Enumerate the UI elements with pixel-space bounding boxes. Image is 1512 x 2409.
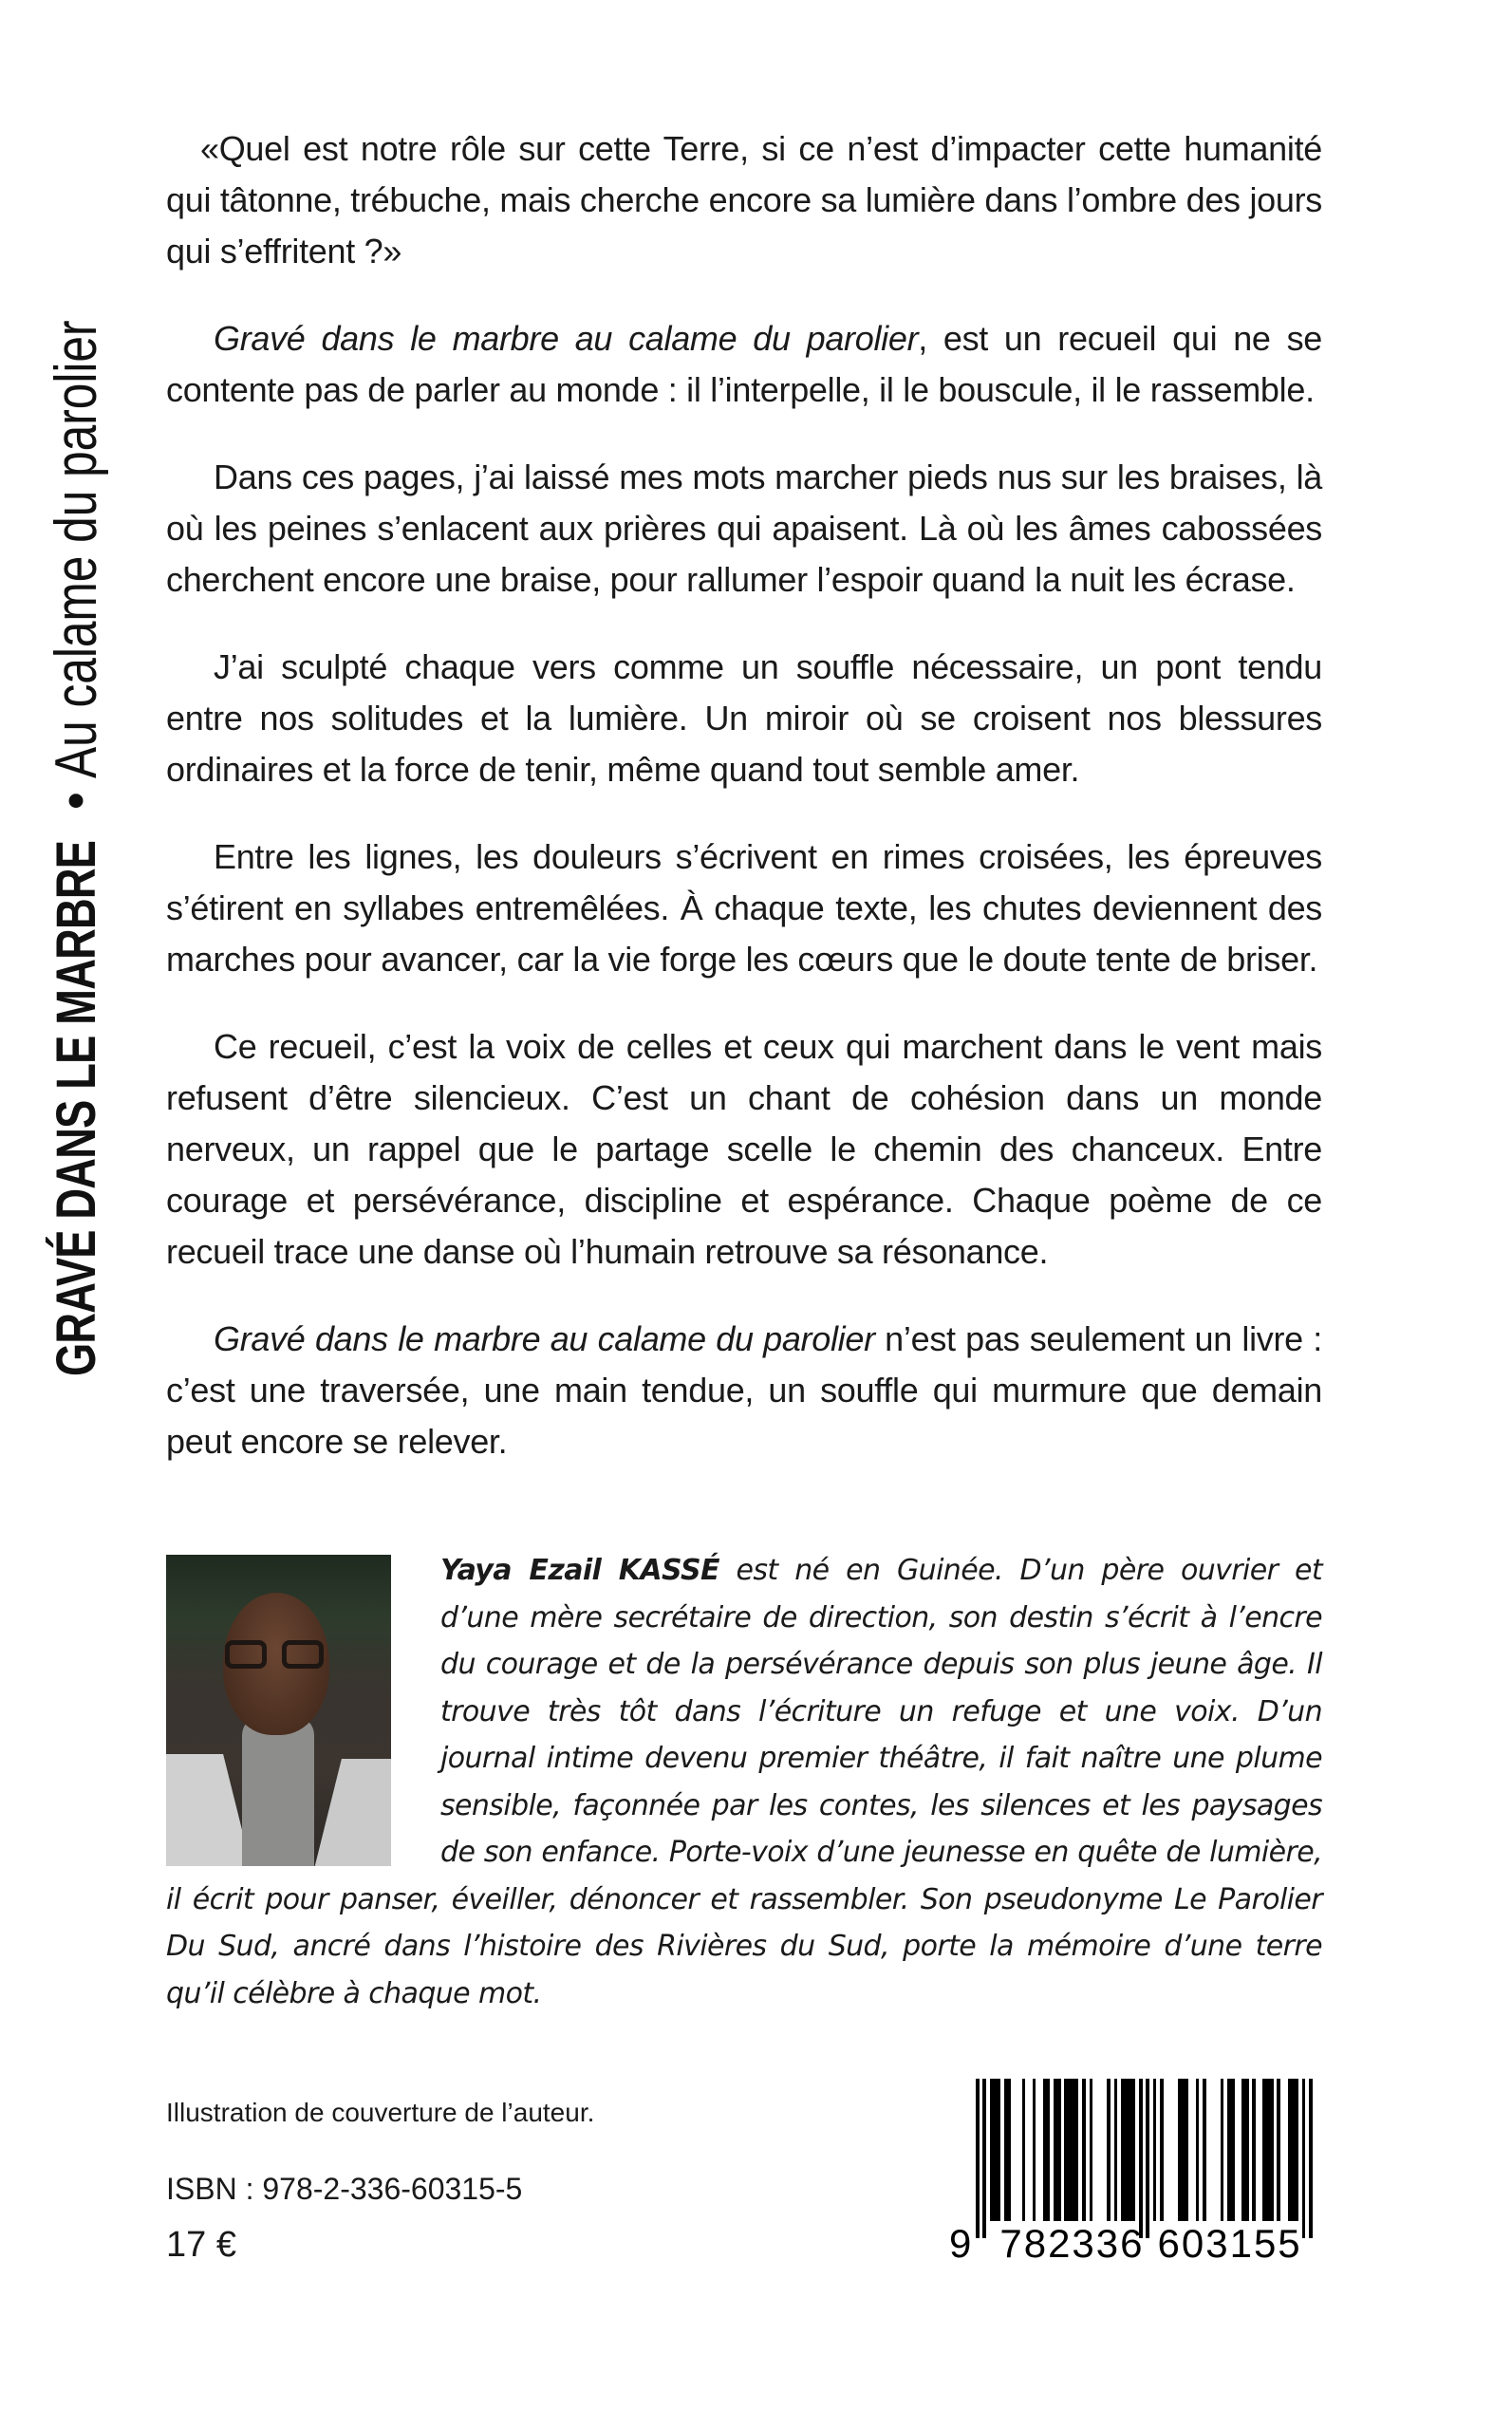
author-photo [166, 1555, 391, 1866]
ean13-barcode [949, 2079, 1315, 2278]
back-cover-blurb [166, 123, 1322, 1503]
blurb-paragraph-1: Gravé dans le marbre au calame du parolier, est un recueil qui ne se contente pas de parler au monde : il l’interpelle, il le bouscule, il le rassemble. [166, 319, 1322, 409]
spine-title-band [40, 123, 112, 1376]
spine-title: GRAVÉ DANS LE MARBRE [45, 840, 107, 1376]
barcode-first-digit: 9 [949, 2221, 974, 2266]
glasses-shape [225, 1640, 327, 1671]
author-name: Yaya Ezail KASSÉ [440, 1554, 719, 1587]
blurb-paragraph-2: Dans ces pages, j’ai laissé mes mots marcher pieds nus sur les braises, là où les peines s’enlacent aux prières qui apaisent. Là où les âmes cabossées cherchent encore une braise, pour rallumer l’espoir quand la nuit les écrase. [166, 458, 1322, 599]
blurb-quote: «Quel est notre rôle sur cette Terre, si ce n’est d’impacter cette humanité qui tâtonne, trébuche, mais cherche encore sa lumière dans l’ombre des jours qui s’effritent ?» [166, 129, 1322, 271]
barcode-right-group: 603155 [1157, 2221, 1302, 2266]
blurb-paragraph-4: Entre les lignes, les douleurs s’écrivent en rimes croisées, les épreuves s’étirent en syllabes entremêlées. À chaque texte, les chutes deviennent des marches pour avancer, car la vie forge les cœurs que le doute tente de briser. [166, 837, 1322, 979]
spine-bullet: • [48, 792, 103, 810]
isbn-text: ISBN : 978-2-336-60315-5 [166, 2172, 523, 2206]
author-bio-text: est né en Guinée. D’un père ouvrier et d’une mère secrétaire de direction, son destin s’écrit à l’encre du courage et de la persévérance depuis son plus jeune âge. Il trouve très tôt dans l’écriture un refuge et une voix. D’un journal intime devenu premier théâtre, il fait naître une plume sensible, façonnée par les contes, les silences et les paysages de son enfance. Porte-voix d’une jeunesse en quête de lumière, il écrit pour panser, éveiller, dénoncer et rassembler. Son pseudonyme Le Parolier Du Sud, ancré dans l’histoire des Rivières du Sud, porte la mémoire d’une terre qu’il célèbre à chaque mot. [166, 1554, 1322, 2010]
author-bio-section [166, 1547, 1322, 2017]
price-text: 17 € [166, 2225, 236, 2265]
barcode-digits [949, 2221, 1302, 2267]
blurb-paragraph-5: Ce recueil, c’est la voix de celles et ceux qui marchent dans le vent mais refusent d’être silencieux. C’est un chant de cohésion dans un monde nerveux, un rappel que le partage scelle le chemin des chanceux. Entre courage et persévérance, discipline et espérance. Chaque poème de ce recueil trace une danse où l’humain retrouve sa résonance. [166, 1027, 1322, 1271]
spine-subtitle: Au calame du parolier [43, 320, 109, 779]
illustration-credit: Illustration de couverture de l’auteur. [166, 2098, 595, 2127]
barcode-bars [976, 2079, 1313, 2231]
book-title-italic: Gravé dans le marbre au calame du parolier [214, 319, 919, 358]
book-title-italic: Gravé dans le marbre au calame du parolier [214, 1319, 875, 1358]
barcode-left-group: 782336 [999, 2221, 1145, 2266]
blurb-paragraph-3: J’ai sculpté chaque vers comme un souffle nécessaire, un pont tendu entre nos solitudes et la lumière. Un miroir où se croisent nos blessures ordinaires et la force de tenir, même quand tout semble amer. [166, 647, 1322, 789]
blurb-paragraph-6: Gravé dans le marbre au calame du parolier n’est pas seulement un livre : c’est une traversée, une main tendue, un souffle qui murmure que demain peut encore se relever. [166, 1319, 1322, 1461]
